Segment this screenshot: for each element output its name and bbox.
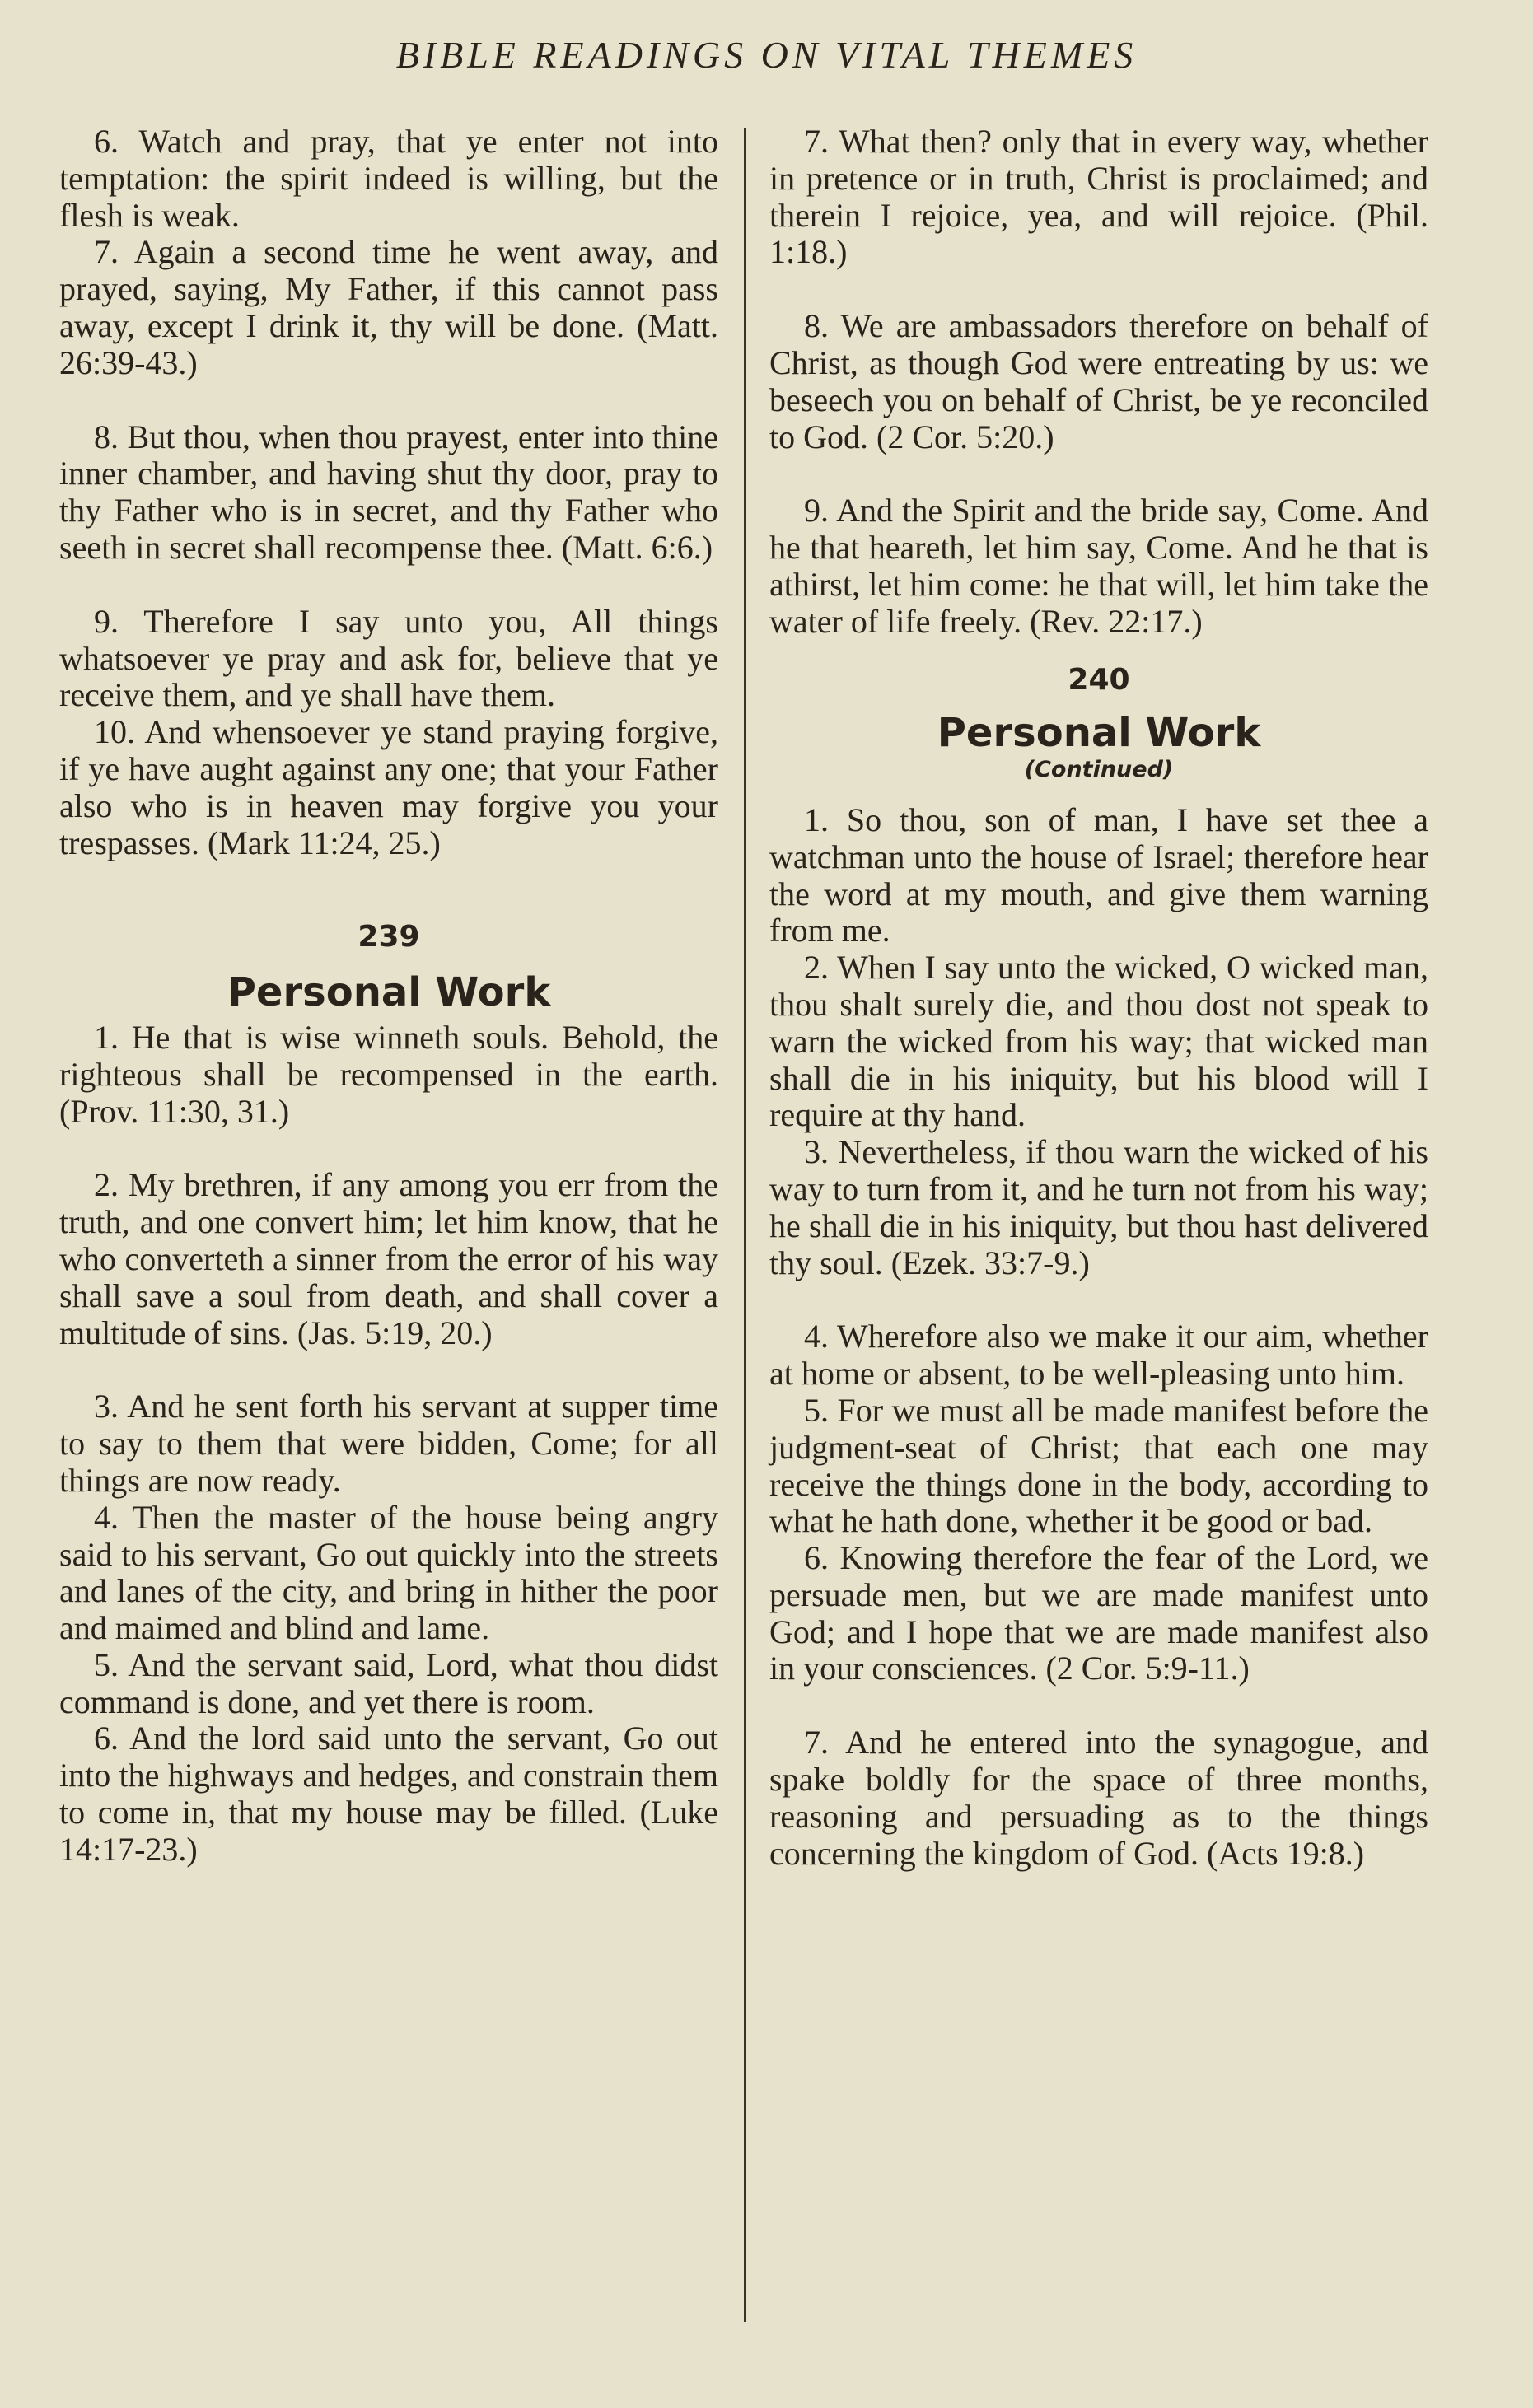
verse-ezek-33-9: 3. Nevertheless, if thou warn the wicked of his way to turn from it, and he turn not from his way; he shall die in his iniquity, but thou hast delivered thy soul. (Ezek. 33:7-9.) <box>769 1133 1428 1281</box>
verse-ezek-33-7: 1. So thou, son of man, I have set thee a watchman unto the house of Israel; therefore hear the word at my mouth, and give them warning from me. <box>769 800 1428 950</box>
verse-mark-11-24: 9. Therefore I say unto you, All things whatsoever ye pray and ask for, believe that ye receive them, and ye shall have them. <box>59 602 718 714</box>
verse-jas-5-19: 2. My brethren, if any among you err from the truth, and one convert him; let him know, that he who converteth a sinner from the error of his way shall save a soul from death, and shall cover a multitude of sins. (Jas. 5:19, 20.) <box>59 1166 718 1351</box>
verse-2cor-5-11: 6. Knowing therefore the fear of the Lord, we persuade men, but we are made manifest unto God; and I hope that we are made manifest also in your consciences. (2 Cor. 5:9-11.) <box>769 1539 1428 1687</box>
section-title-240: Personal Work <box>937 710 1261 757</box>
verse-2cor-5-9: 4. Wherefore also we make it our aim, whether at home or absent, to be well-pleasing unto him. <box>769 1318 1428 1393</box>
verse-2cor-5-10: 5. For we must all be made manifest before the judgment-seat of Christ; that each one may receive the things done in the body, according to what he hath done, whether it be good or bad. <box>769 1391 1428 1540</box>
verse-rev-22-17: 9. And the Spirit and the bride say, Come. And he that heareth, let him say, Come. And he that is athirst, let him come: he that will, let him take the water of life freely. (Rev. 22:17.) <box>769 492 1428 640</box>
section-title-239: Personal Work <box>227 969 551 1016</box>
verse-phil-1-18: 7. What then? only that in every way, whether in pretence or in truth, Christ is proclaimed; and therein I rejoice, yea, and will rejoice. (Phil. 1:18.) <box>769 123 1428 271</box>
column-divider <box>744 128 746 2322</box>
right-column <box>769 124 1428 1872</box>
section-subtitle-240: (Continued) <box>1024 757 1174 783</box>
verse-ezek-33-8: 2. When I say unto the wicked, O wicked man, thou shalt surely die, and thou dost not speak to warn the wicked from his way; that wicked man shall die in his iniquity, but his blood will I require at thy hand. <box>769 949 1428 1134</box>
verse-luke-14-17: 3. And he sent forth his servant at supper time to say to them that were bidden, Come; for all things are now ready. <box>59 1388 718 1499</box>
left-column <box>59 124 718 1869</box>
verse-mark-11-25: 10. And whensoever ye stand praying forgive, if ye have aught against any one; that your Father also who is in heaven may forgive you your trespasses. (Mark 11:24, 25.) <box>59 713 718 861</box>
verse-matt-26-41: 6. Watch and pray, that ye enter not into temptation: the spirit indeed is willing, but the flesh is weak. <box>59 123 718 234</box>
verse-prov-11-30: 1. He that is wise winneth souls. Behold, the righteous shall be recompensed in the earth. (Prov. 11:30, 31.) <box>59 1018 718 1130</box>
verse-luke-14-23: 6. And the lord said unto the servant, Go out into the highways and hedges, and constrain them to come in, that my house may be filled. (Luke 14:17-23.) <box>59 1720 718 1868</box>
verse-acts-19-8: 7. And he entered into the synagogue, and spake boldly for the space of three months, reasoning and persuading as to the things concerning the kingdom of God. (Acts 19:8.) <box>769 1724 1428 1872</box>
verse-luke-14-21: 4. Then the master of the house being angry said to his servant, Go out quickly into the streets and lanes of the city, and bring in hither the poor and maimed and blind and lame. <box>59 1498 718 1647</box>
verse-matt-26-42: 7. Again a second time he went away, and prayed, saying, My Father, if this cannot pass away, except I drink it, thy will be done. (Matt. 26:39-43.) <box>59 233 718 381</box>
verse-luke-14-22: 5. And the servant said, Lord, what thou didst command is done, and yet there is room. <box>59 1645 718 1720</box>
running-head: BIBLE READINGS ON VITAL THEMES <box>395 34 1138 76</box>
section-number-240: 240 <box>1068 662 1130 697</box>
verse-2cor-5-20: 8. We are ambassadors therefore on behalf of Christ, as though God were entreating by us: we beseech you on behalf of Christ, be ye reconciled to God. (2 Cor. 5:20.) <box>769 307 1428 455</box>
section-number-239: 239 <box>358 920 420 954</box>
verse-matt-6-6: 8. But thou, when thou prayest, enter into thine inner chamber, and having shut thy door, pray to thy Father who is in secret, and thy Father who seeth in secret shall recompense thee. (Matt. 6:6.) <box>59 418 718 566</box>
